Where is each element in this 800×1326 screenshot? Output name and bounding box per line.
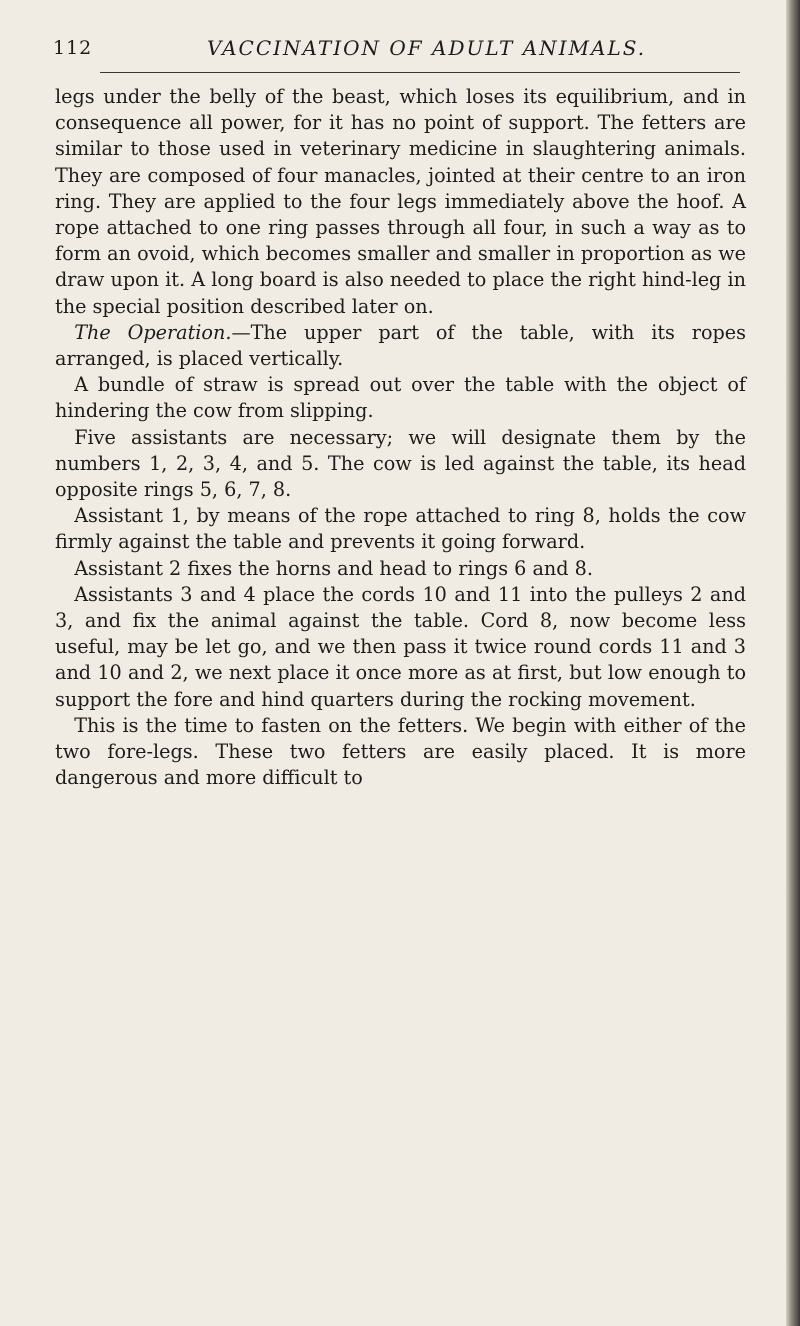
- body-text: [55, 84, 746, 791]
- paragraph-text: A bundle of straw is spread out over the table with the object of hindering the cow from slipping.: [55, 373, 746, 423]
- paragraph-text: Assistant 2 fixes the horns and head to rings 6 and 8.: [74, 556, 593, 580]
- paragraph: [55, 503, 746, 555]
- paragraph-text: legs under the belly of the beast, which loses its equilibrium, and in consequence all power, for it has no point of support. The fetters are similar to those used in veterinary medicine in slaughtering animals. They are composed of four manacles, jointed at their centre to an iron ring. They are applied to the four legs immediately above the hoof. A rope attached to one ring passes through all four, in such a way as to form an ovoid, which becomes smaller and smaller in proportion as we draw upon it. A long board is also needed to place the right hind-leg in the special position described later on.: [55, 85, 746, 318]
- page-header: [53, 30, 753, 70]
- paragraph: [55, 372, 746, 424]
- running-title: VACCINATION OF ADULT ANIMALS.: [207, 36, 647, 60]
- paragraph-text: Five assistants are necessary; we will designate them by the numbers 1, 2, 3, 4, and 5. The cow is led against the table, its head opposite rings 5, 6, 7, 8.: [55, 425, 746, 502]
- section-lead: The Operation.: [74, 320, 232, 344]
- page-number: 112: [53, 37, 93, 59]
- paragraph: [55, 582, 746, 713]
- binding-edge: [786, 0, 800, 1326]
- paragraph-text: This is the time to fasten on the fetters. We begin with either of the two fore-legs. These two fetters are easily placed. It is more dangerous and more difficult to: [55, 713, 746, 790]
- paragraph-text: Assistants 3 and 4 place the cords 10 and 11 into the pulleys 2 and 3, and fix the animal against the table. Cord 8, now become less useful, may be let go, and we then pass it twice round cords 11 and 3 and 10 and 2, we next place it once more as at first, but low enough to support the fore and hind quarters during the rocking movement.: [55, 582, 746, 711]
- paragraph: [55, 320, 746, 372]
- header-rule: [100, 72, 740, 73]
- paragraph: [55, 425, 746, 504]
- paragraph-text: Assistant 1, by means of the rope attached to ring 8, holds the cow firmly against the table and prevents it going forward.: [55, 504, 746, 554]
- paragraph: [55, 556, 746, 582]
- paragraph: [55, 713, 746, 792]
- paragraph-text: —The upper part of the table, with its ropes arranged, is placed vertically.: [55, 320, 746, 371]
- paragraph: [55, 84, 746, 320]
